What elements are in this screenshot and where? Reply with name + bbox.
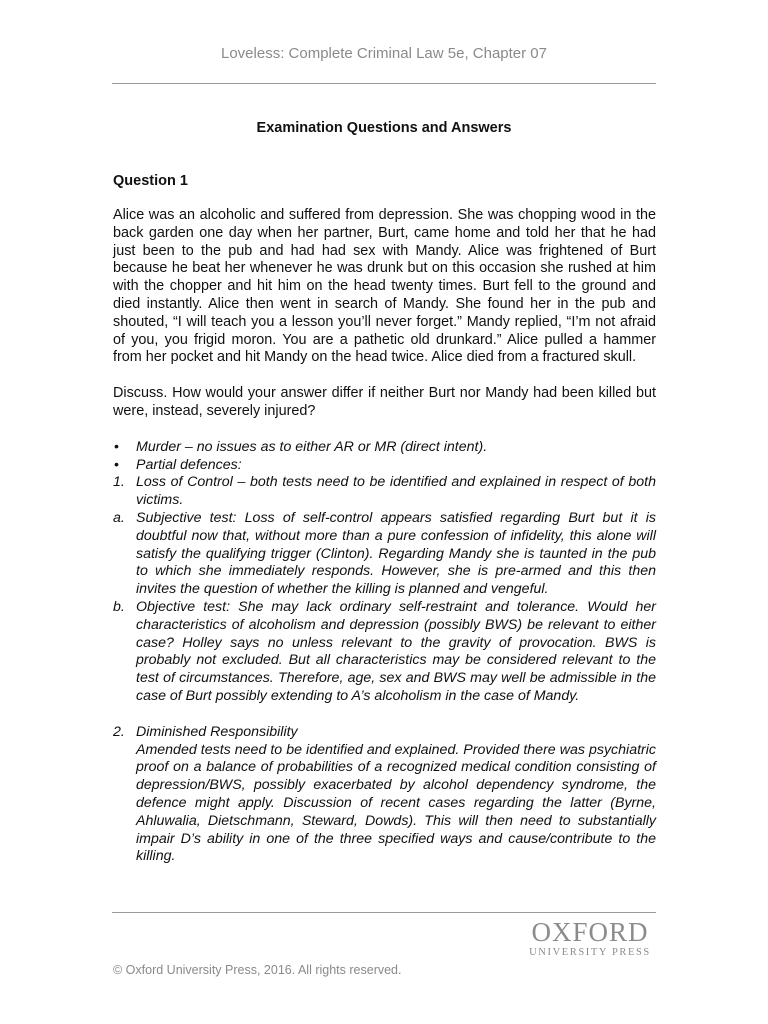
bullet-item: • Partial defences: [113, 457, 656, 475]
item-text: Objective test: She may lack ordinary self-restraint and tolerance. Would her characteristics of alcoholism and depression (possibly BWS) be relevant to either case? Holley says no unless relevant to the gravity of provocation. BWS is probably not excluded. But all characteristics may be considered relevant to the test of circumstances. Therefore, age, sex and BWS may well be admissible in the case of Burt possibly extending to A’s alcoholism in the case of Mandy. [136, 598, 656, 704]
page-title: Examination Questions and Answers [256, 120, 512, 136]
answer-item [113, 474, 656, 510]
bullet-item: • Murder – no issues as to either AR or MR (direct intent). [113, 439, 656, 457]
item-marker: 2. [113, 723, 125, 740]
item-text: Subjective test: Loss of self-control appears satisfied regarding Burt but it is doubtful now that, without more than a pure confession of infidelity, this alone will satisfy the qualifying trigger (Clinton). Regarding Mandy she is taunted in the pub to which she immediately responds. However, she is pre-armed and this then invites the question of whether the killing is planned and vengeful. [136, 509, 656, 598]
answer-item [113, 510, 656, 599]
item-heading: Diminished Responsibility [136, 723, 298, 740]
oxford-logo [520, 917, 660, 959]
logo-subtitle: UNIVERSITY PRESS [529, 947, 651, 958]
question-scenario: Alice was an alcoholic and suffered from depression. She was chopping wood in the back garden one day when her partner, Burt, came home and told her that he had just been to the pub and had had sex with Mandy. Alice was frightened of Burt because he beat her whenever he was drunk but on this occasion she rushed at him with the chopper and hit him on the head twenty times. Burt fell to the ground and died instantly. Alice then went in search of Mandy. She found her in the pub and shouted, “I will teach you a lesson you’ll never forget.” Mandy replied, “I’m not afraid of you, you frigid moron. You are a pathetic old drunkard.” Alice pulled a hammer from her pocket and hit Mandy on the head twice. Alice died from a fractured skull. [113, 207, 656, 366]
header-divider [112, 83, 656, 84]
answer-bullets [113, 439, 656, 475]
item-marker: a. [113, 509, 125, 526]
question-discuss: Discuss. How would your answer differ if neither Burt nor Mandy had been killed but were, instead, severely injured? [113, 385, 656, 419]
copyright-notice: © Oxford University Press, 2016. All rights reserved. [113, 963, 402, 977]
item-text: Amended tests need to be identified and explained. Provided there was psychiatric proof on a balance of probabilities of a recognized medical condition consisting of depression/BWS, possibly exacerbated by alcohol dependency syndrome, the defence might apply. Discussion of recent cases regarding the latter (Byrne, Ahluwalia, Dietschmann, Steward, Dowds). This will then need to substantially impair D’s ability in one of the three specified ways and cause/contribute to the killing. [136, 741, 656, 865]
footer-divider [112, 912, 656, 913]
running-header: Loveless: Complete Criminal Law 5e, Chapter 07 [221, 45, 547, 62]
item-marker: b. [113, 598, 125, 615]
logo-wordmark: OXFORD [531, 917, 649, 947]
item-marker: 1. [113, 474, 125, 491]
question-heading: Question 1 [113, 173, 188, 189]
item-text: Loss of Control – both tests need to be identified and explained in respect of both victims. [136, 474, 656, 509]
answer-item-diminished-responsibility [113, 724, 656, 866]
main-content [113, 173, 656, 866]
answer-item [113, 599, 656, 706]
